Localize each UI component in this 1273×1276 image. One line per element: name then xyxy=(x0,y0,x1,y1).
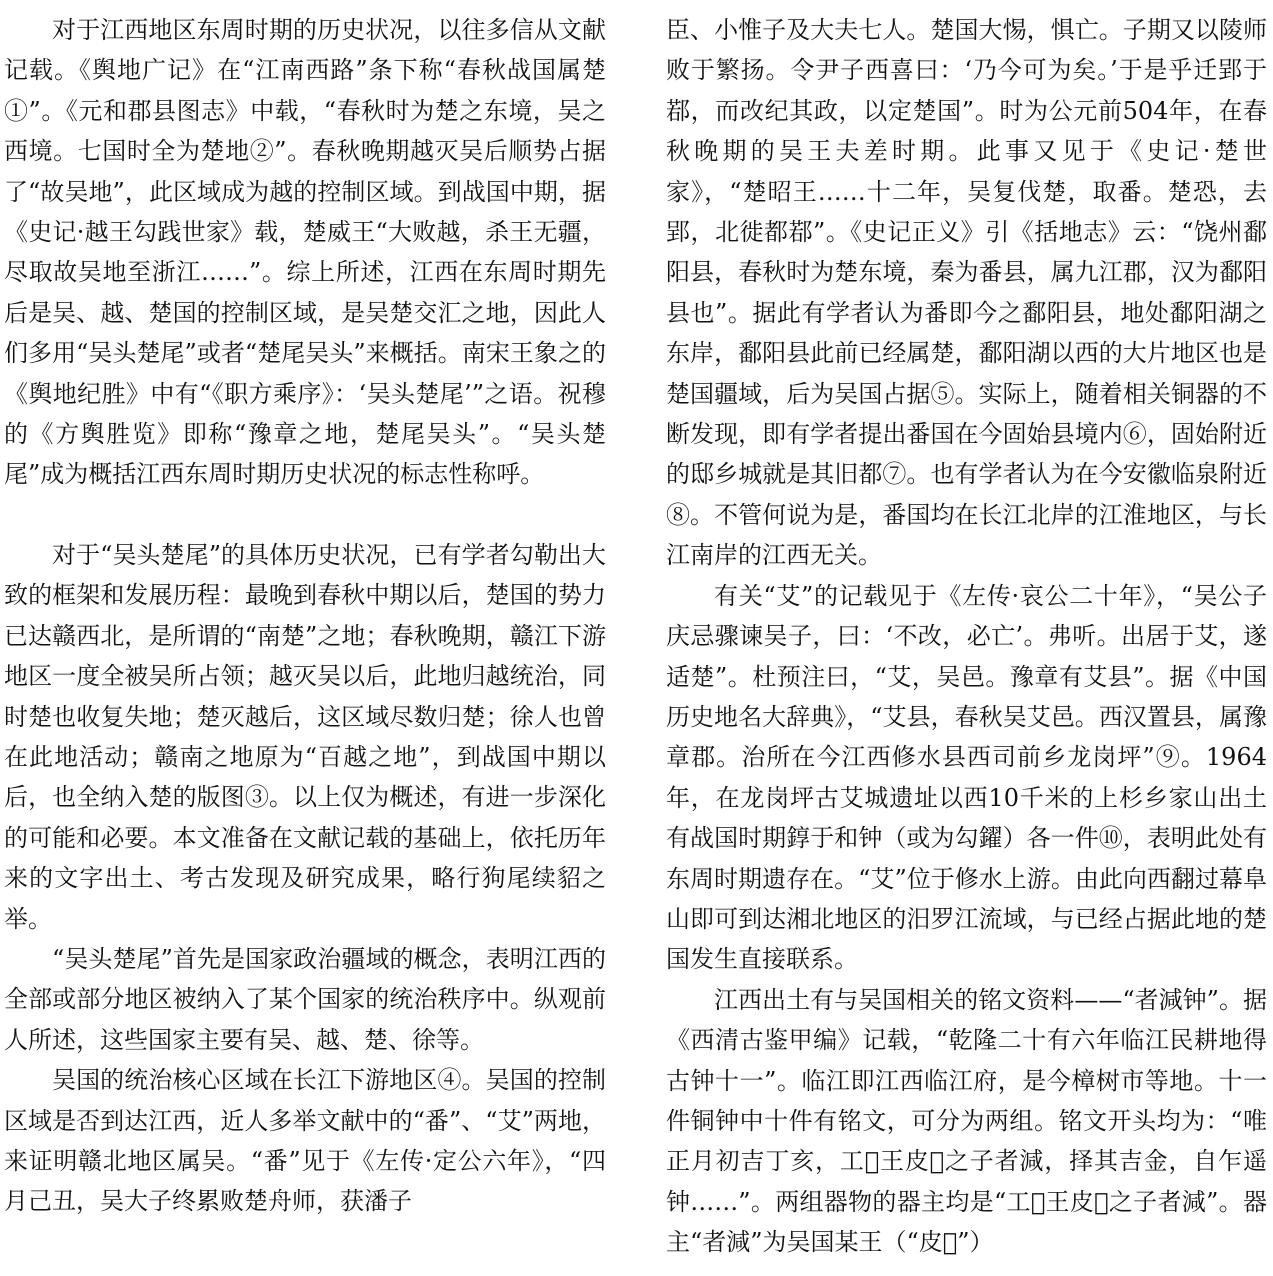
left-text-column xyxy=(4,10,606,1222)
paragraph-wu-control: 吴国的统治核心区域在长江下游地区④。吴国的控制区域是否到达江西，近人多举文献中的“番”、“艾”两地，来证明赣北地区属吴。“番”见于《左传·定公六年》，“四月己丑，吴大子终累败楚舟师，获潘子 xyxy=(4,1066,606,1216)
right-text-column xyxy=(666,10,1267,1263)
paragraph-fan-continuation: 臣、小惟子及大夫七人。楚国大惕，惧亡。子期又以陵师败于繁扬。令尹子西喜曰：‘乃今可为矣。’于是乎迁郢于鄀，而改纪其政，以定楚国”。时为公元前504年，在春秋晚期的吴王夫差时期。此事又见于《史记·楚世家》，“楚昭王……十二年，吴复伐楚，取番。楚恐，去郢，北徙都鄀”。《史记正义》引《括地志》云：“饶州鄱阳县，春秋时为楚东境，秦为番县，属九江郡，汉为鄱阳县也”。据此有学者认为番即今之鄱阳县，地处鄱阳湖之东岸，鄱阳县此前已经属楚，鄱阳湖以西的大片地区也是楚国疆域，后为吴国占据⑤。实际上，随着相关铜器的不断发现，即有学者提出番国在今固始县境内⑥，固始附近的邸乡城就是其旧都⑦。也有学者认为在今安徽临泉附近⑧。不管何说为是，番国均在长江北岸的江淮地区，与长江南岸的江西无关。 xyxy=(666,16,1267,570)
paragraph-ai-record: 有关“艾”的记载见于《左传·哀公二十年》，“吴公子庆忌骤谏吴子，曰：‘不改，必亡’。弗听。出居于艾，遂适楚”。杜预注曰，“艾，吴邑。豫章有艾县”。据《中国历史地名大辞典》，“艾县，春秋吴艾邑。西汉置县，属豫章郡。治所在今江西修水县西司前乡龙岗坪”⑨。1964年，在龙岗坪古艾城遗址以西10千米的上杉乡家山出土有战国时期錞于和钟（或为勾鑃）各一件⑩，表明此处有东周时期遗存在。“艾”位于修水上游。由此向西翻过幕阜山即可到达湘北地区的汨罗江流域，与已经占据此地的楚国发生直接联系。 xyxy=(666,581,1267,974)
paragraph-political-territory: “吴头楚尾”首先是国家政治疆域的概念，表明江西的全部或部分地区被纳入了某个国家的统治秩序中。纵观前人所述，这些国家主要有吴、越、楚、徐等。 xyxy=(4,944,606,1054)
paragraph-zhejian-bell: 江西出土有与吴国相关的铭文资料——“者減钟”。据《西清古鉴甲编》记载，“乾隆二十有六年临江民耕地得古钟十一”。临江即江西临江府，是今樟树市等地。十一件铜钟中十件有铭文，可分为两组。铭文开头均为：“唯正月初吉丁亥，工𫊸王皮𪒠之子者減，择其吉金，自乍遥钟……”。两组器物的器主均是“工𫊸王皮𪒠之子者減”。器主“者減”为吴国某王（“皮𪒠”） xyxy=(666,985,1267,1257)
paragraph-intro: 对于江西地区东周时期的历史状况，以往多信从文献记载。《舆地广记》在“江南西路”条下称“春秋战国属楚①”。《元和郡县图志》中载，“春秋时为楚之东境，吴之西境。七国时全为楚地②”。春秋晚期越灭吴后顺势占据了“故吴地”，此区域成为越的控制区域。到战国中期，据《史记·越王勾践世家》载，楚威王“大败越，杀王无疆，尽取故吴地至浙江……”。综上所述，江西在东周时期先后是吴、越、楚国的控制区域，是吴楚交汇之地，因此人们多用“吴头楚尾”或者“楚尾吴头”来概括。南宋王象之的《舆地纪胜》中有“《职方乘序》：‘吴头楚尾’”之语。祝穆的《方舆胜览》即称“豫章之地，楚尾吴头”。“吴头楚尾”成为概括江西东周时期历史状况的标志性称呼。 xyxy=(4,16,606,489)
paragraph-research-outline: 对于“吴头楚尾”的具体历史状况，已有学者勾勒出大致的框架和发展历程：最晚到春秋中期以后，楚国的势力已达赣西北，是所谓的“南楚”之地；春秋晚期，赣江下游地区一度全被吴所占领；越灭吴以后，此地归越统治，同时楚也收复失地；楚灭越后，这区域尽数归楚；徐人也曾在此地活动；赣南之地原为“百越之地”，到战国中期以后，也全纳入楚的版图③。以上仅为概述，有进一步深化的可能和必要。本文准备在文献记载的基础上，依托历年来的文字出土、考古发现及研究成果，略行狗尾续貂之举。 xyxy=(4,540,606,933)
